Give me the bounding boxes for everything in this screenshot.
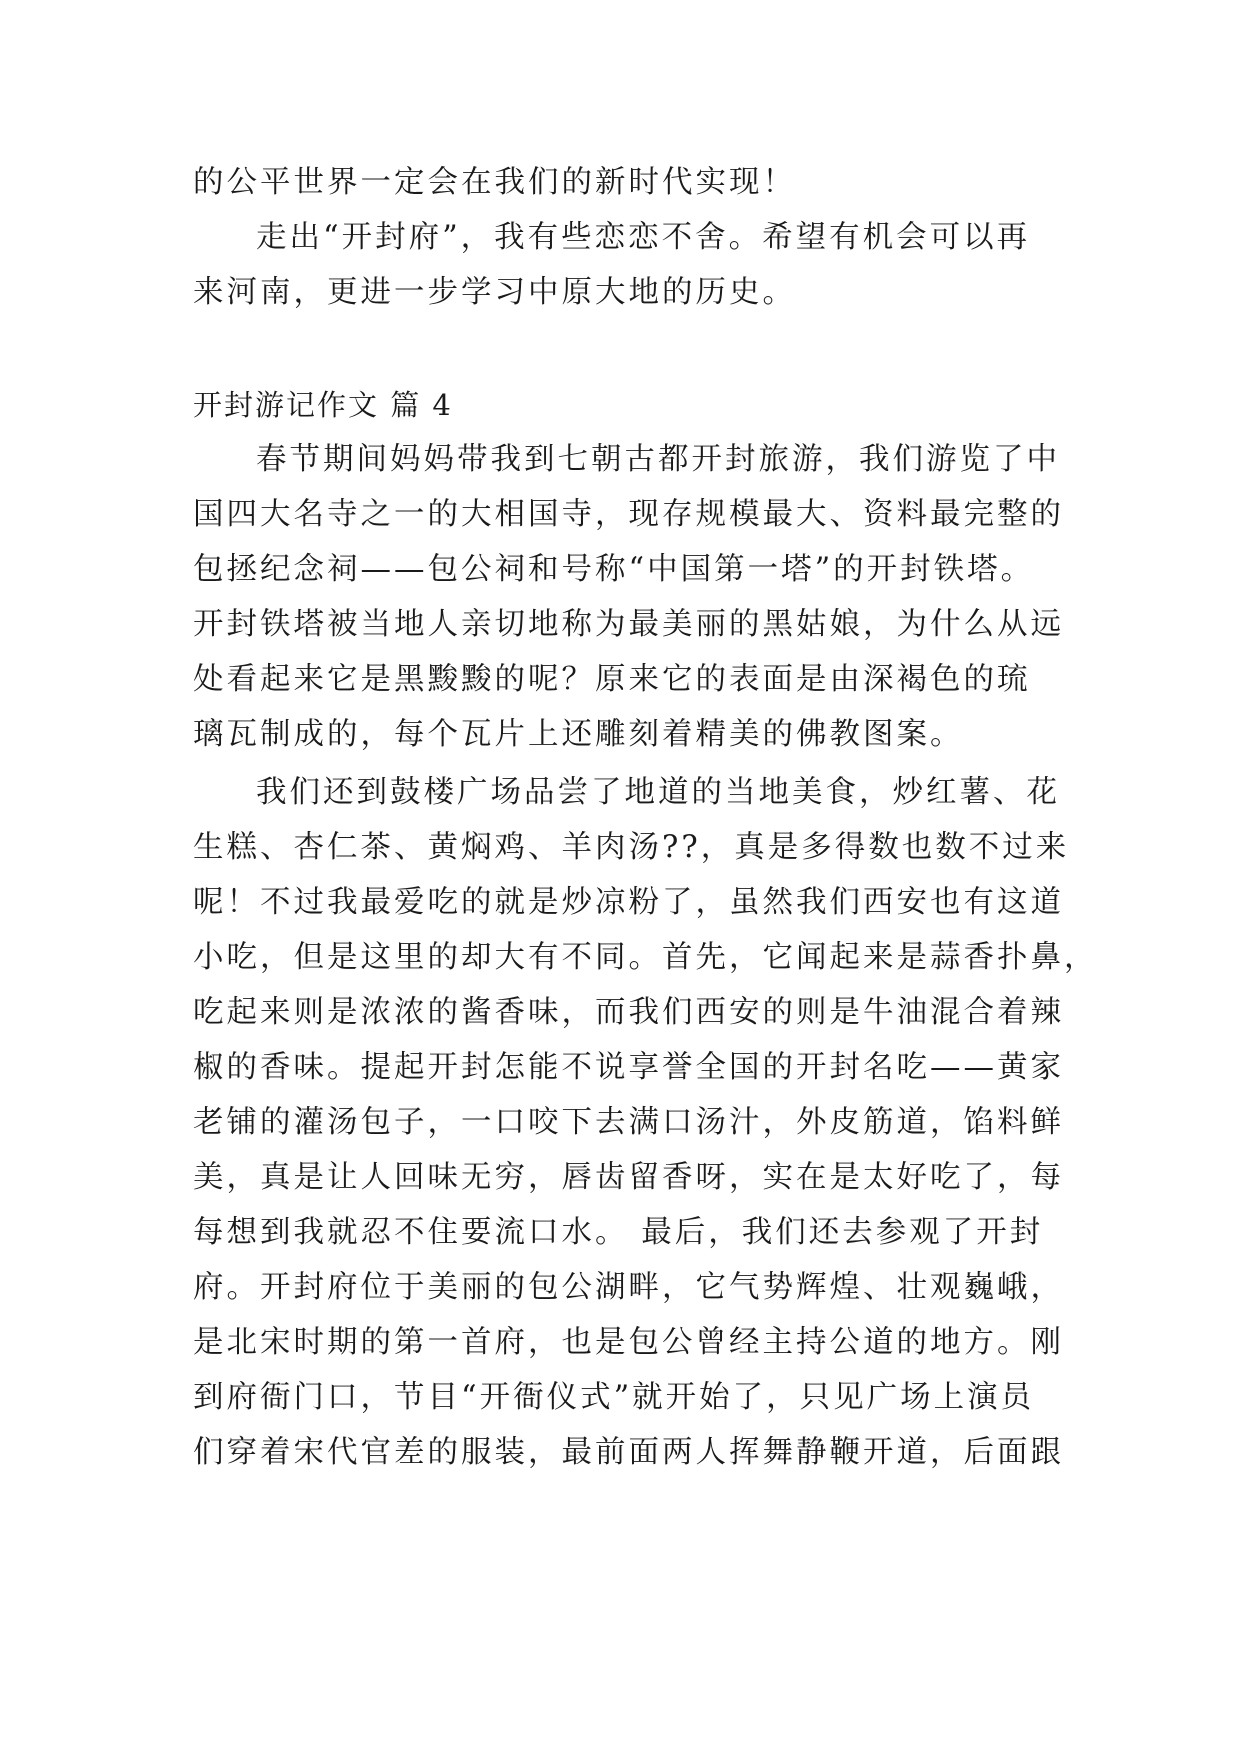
text-line: 我们还到鼓楼广场品尝了地道的当地美食，炒红薯、花 xyxy=(256,775,1060,810)
text-line: 府。开封府位于美丽的包公湖畔，它气势辉煌、壮观巍峨， xyxy=(193,1270,1064,1305)
text-line: 来河南，更进一步学习中原大地的历史。 xyxy=(193,275,796,310)
text-line: 璃瓦制成的，每个瓦片上还雕刻着精美的佛教图案。 xyxy=(193,717,964,752)
text-line: 椒的香味。提起开封怎能不说享誉全国的开封名吃——黄家 xyxy=(193,1050,1064,1085)
text-line: 到府衙门口，节目“开衙仪式”就开始了，只见广场上演员 xyxy=(193,1380,1035,1415)
text-line: 是北宋时期的第一首府，也是包公曾经主持公道的地方。刚 xyxy=(193,1325,1064,1360)
text-line: 生糕、杏仁茶、黄焖鸡、羊肉汤??，真是多得数也数不过来 xyxy=(193,830,1070,865)
text-line: 走出“开封府”，我有些恋恋不舍。希望有机会可以再 xyxy=(256,220,1031,255)
text-line: 每想到我就忍不住要流口水。 最后，我们还去参观了开封 xyxy=(193,1215,1044,1250)
text-line: 老铺的灌汤包子，一口咬下去满口汤汁，外皮筋道，馅料鲜 xyxy=(193,1105,1064,1140)
text-line: 开封铁塔被当地人亲切地称为最美丽的黑姑娘，为什么从远 xyxy=(193,607,1064,642)
text-line: 春节期间妈妈带我到七朝古都开封旅游，我们游览了中 xyxy=(256,442,1060,477)
text-line: 处看起来它是黑黢黢的呢？原来它的表面是由深褐色的琉 xyxy=(193,662,1031,697)
text-line: 们穿着宋代官差的服装，最前面两人挥舞静鞭开道，后面跟 xyxy=(193,1435,1064,1470)
text-line: 的公平世界一定会在我们的新时代实现！ xyxy=(193,165,796,200)
section-title: 开封游记作文 篇 4 xyxy=(193,388,453,422)
text-line: 呢！不过我最爱吃的就是炒凉粉了，虽然我们西安也有这道 xyxy=(193,885,1064,920)
text-line: 小吃，但是这里的却大有不同。首先，它闻起来是蒜香扑鼻， xyxy=(193,940,1098,975)
text-line: 国四大名寺之一的大相国寺，现存规模最大、资料最完整的 xyxy=(193,497,1064,532)
text-line: 吃起来则是浓浓的酱香味，而我们西安的则是牛油混合着辣 xyxy=(193,995,1064,1030)
text-line: 包拯纪念祠——包公祠和号称“中国第一塔”的开封铁塔。 xyxy=(193,552,1035,587)
text-line: 美，真是让人回味无穷，唇齿留香呀，实在是太好吃了，每 xyxy=(193,1160,1064,1195)
